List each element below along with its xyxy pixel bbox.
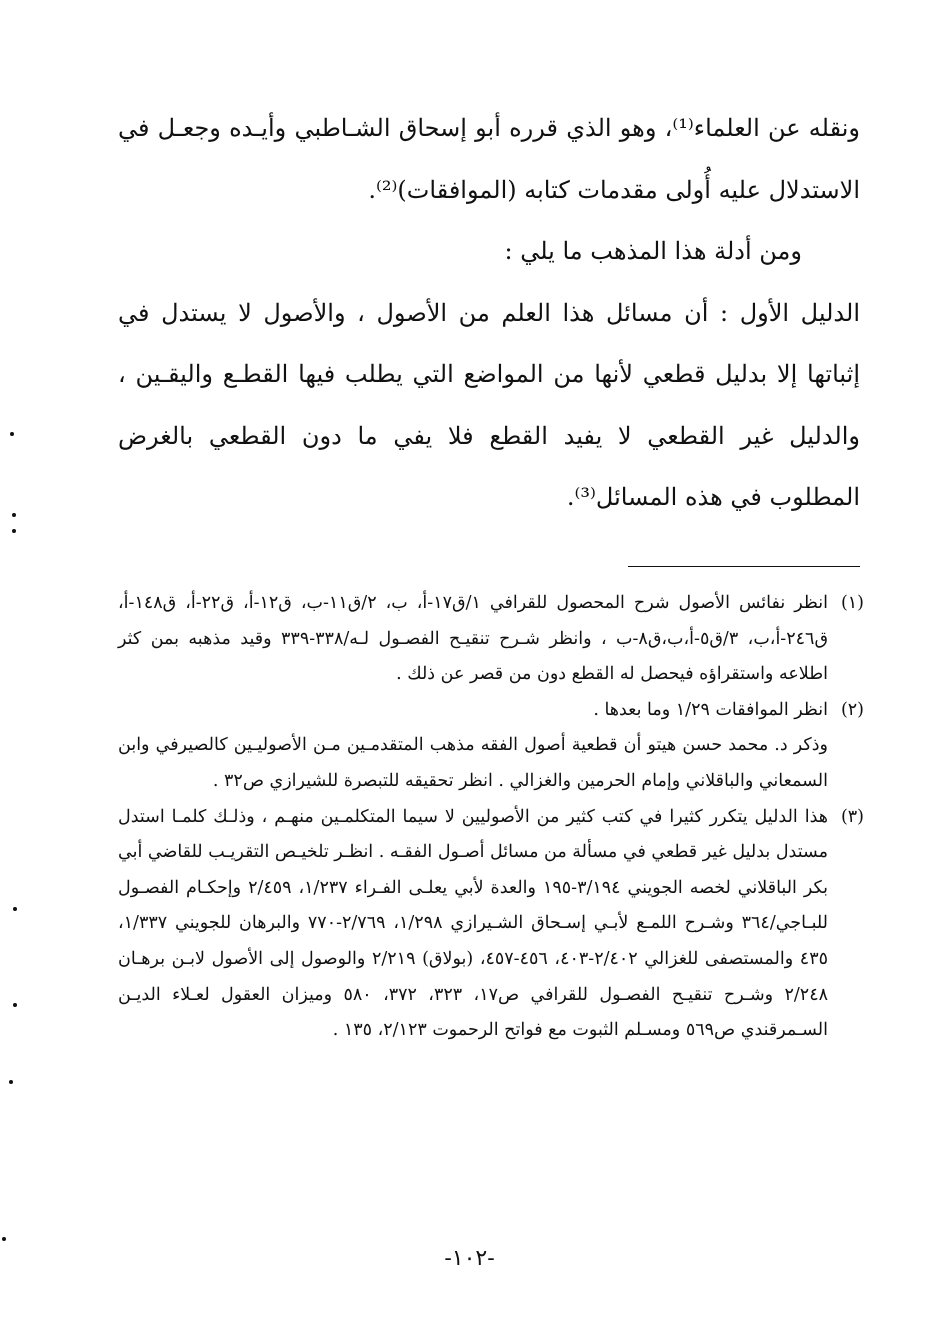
footnote-2 — [118, 693, 864, 729]
scan-speck — [13, 907, 17, 911]
footnote-separator — [628, 566, 860, 567]
footnote-text: هذا الدليل يتكرر كثيرا في كتب كثير من الأصوليين لا سيما المتكلمـين منهـم ، وذلـك كلمـا استدل مستدل بدليل غير قطعي في مسألة من مسائل أصـول الفقـه . انظـر تلخيـص التقريـب للقاضي أبي بكر الباقلاني لخصه الجويني ٣/١٩٤-١٩٥ والعدة لأبي يعلـى الفـراء ١/٢٣٧، ٢/٤٥٩ وإحكـام الفصـول للبـاجي/٣٦٤ وشـرح اللمـع لأبـي إسـحاق الشـيرازي ١/٢٩٨، ٢/٧٦٩-٧٧٠ والبرهان للجويني ١/٣٣٧، ٤٣٥ والمستصفى للغزالي ٢/٤٠٢-٤٠٣، ٤٥٦-٤٥٧، (بولاق) ٢/٢١٩ والوصول إلى الأصول لابـن برهـان ٢/٢٤٨ وشـرح تنقيـح الفصـول للقرافي ص١٧، ٣٢٣، ٣٧٢، ٥٨٠ وميزان العقول لعـلاء الديـن السـمرقندي ص٥٦٩ ومسـلم الثبوت مع فواتح الرحموت ٢/١٢٣، ١٣٥ . — [118, 806, 829, 1041]
footnote-number: (١) — [840, 593, 864, 613]
paragraph-2: ومن أدلة هذا المذهب ما يلي : — [504, 237, 802, 265]
footnotes — [118, 586, 864, 1049]
scan-speck — [9, 1080, 13, 1084]
paragraph-3: الدليل الأول : أن مسائل هذا العلم من الأصول ، والأصول لا يستدل في إثباتها إلا بدليل قطعي لأنها من المواضع التي يطلب فيها القطـع واليقـين ، والدليل غير القطعي لا يفيد القطع فلا يفي ما دون القطعي بالغرض المطلوب في هذه المسائل⁽³⁾. — [118, 298, 861, 511]
footnote-text: انظر الموافقات ١/٢٩ وما بعدها . — [593, 699, 828, 720]
footnote-1 — [118, 586, 864, 693]
footnote-text: انظر نفائس الأصول شرح المحصول للقرافي ١/ق١٧-أ، ب، ٢/ق١١-ب، ق١٢-أ، ق٢٢-أ، ق١٤٨-أ، ق٢٤٦-أ،ب، ٣/ق٥-أ،ب،ق٨-ب ، وانظر شـرح تنقيـح الفصـول لـه/٣٣٨-٣٣٩ وقيد مذهبه بمن كثر اطلاعه واستقراؤه فيحصل له القطع دون من قصر عن ذلك . — [118, 593, 829, 685]
scan-speck — [12, 513, 16, 517]
scan-speck — [12, 529, 16, 533]
scan-speck — [13, 1003, 17, 1007]
page-number: -١٠٢- — [444, 1246, 495, 1271]
footnote-3 — [118, 800, 864, 1049]
scan-speck — [10, 432, 14, 436]
scan-speck — [2, 1237, 6, 1241]
footnote-number: (٣) — [840, 806, 864, 827]
paragraph-1: ونقله عن العلماء⁽¹⁾، وهو الذي قرره أبو إسحاق الشـاطبي وأيـده وجعـل في الاستدلال عليه أُولى مقدمات كتابه (الموافقات)⁽²⁾. — [118, 114, 860, 204]
footnote-2-continuation: وذكر د. محمد حسن هيتو أن قطعية أصول الفقه مذهب المتقدمـين مـن الأصوليـين كالصيرفي وابن السمعاني والباقلاني وإمام الحرمين والغزالي . انظر تحقيقه للتبصرة للشيرازي ص٣٢ . — [118, 735, 828, 791]
footnote-number: (٢) — [840, 699, 864, 720]
main-text — [118, 98, 860, 529]
